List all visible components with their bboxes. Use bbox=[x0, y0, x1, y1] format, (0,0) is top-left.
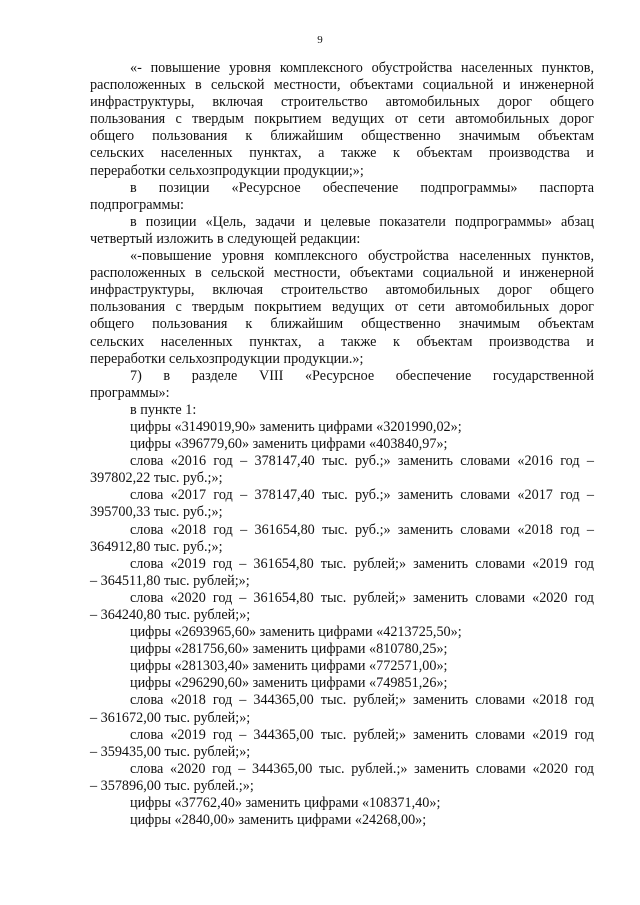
document-body bbox=[90, 60, 594, 829]
paragraph bbox=[90, 590, 594, 624]
paragraph-line: сельских населенных пунктах, а также к объектам производства и bbox=[90, 333, 594, 350]
paragraph-line: «- повышение уровня комплексного обустройства населенных пунктов, bbox=[130, 60, 594, 76]
paragraph-line: – 364511,80 тыс. рублей;»; bbox=[90, 572, 250, 589]
paragraph bbox=[90, 692, 594, 726]
paragraph bbox=[90, 556, 594, 590]
paragraph bbox=[90, 180, 594, 214]
paragraph bbox=[90, 419, 594, 436]
paragraph-line: слова «2020 год – 361654,80 тыс. рублей;» заменить словами «2020 год bbox=[130, 589, 594, 606]
paragraph bbox=[90, 487, 594, 521]
paragraph bbox=[90, 658, 594, 675]
paragraph-line: пользования с твердым покрытием ведущих от сети автомобильных дорог bbox=[90, 111, 594, 128]
paragraph-line: расположенных в сельской местности, объектами социальной и инженерной bbox=[90, 77, 594, 94]
paragraph-line: цифры «2840,00» заменить цифрами «24268,00»; bbox=[130, 812, 427, 829]
paragraph-line: цифры «281303,40» заменить цифрами «772571,00»; bbox=[130, 658, 448, 675]
paragraph bbox=[90, 795, 594, 812]
paragraph-line: 395700,33 тыс. руб.;»; bbox=[90, 504, 223, 521]
paragraph-line: инфраструктуры, включая строительство автомобильных дорог общего bbox=[90, 94, 594, 111]
paragraph-line: 397802,22 тыс. руб.;»; bbox=[90, 470, 223, 487]
paragraph bbox=[90, 368, 594, 402]
paragraph-line: – 357896,00 тыс. рублей.;»; bbox=[90, 777, 254, 794]
paragraph-line: слова «2017 год – 378147,40 тыс. руб.;» заменить словами «2017 год – bbox=[130, 487, 594, 504]
paragraph bbox=[90, 522, 594, 556]
paragraph-line: цифры «37762,40» заменить цифрами «108371,40»; bbox=[130, 795, 441, 812]
paragraph-line: подпрограммы: bbox=[90, 196, 184, 213]
paragraph bbox=[90, 641, 594, 658]
paragraph-line: программы»: bbox=[90, 384, 170, 401]
paragraph-line: общего пользования к ближайшим общественно значимым объектам bbox=[90, 316, 594, 333]
paragraph-line: инфраструктуры, включая строительство автомобильных дорог общего bbox=[90, 282, 594, 299]
paragraph bbox=[90, 761, 594, 795]
paragraph-line: переработки сельхозпродукции продукции.»; bbox=[90, 350, 364, 367]
paragraph-line: цифры «396779,60» заменить цифрами «403840,97»; bbox=[130, 436, 448, 453]
paragraph-line: в пункте 1: bbox=[130, 401, 197, 418]
paragraph-line: четвертый изложить в следующей редакции: bbox=[90, 230, 361, 247]
paragraph-line: цифры «2693965,60» заменить цифрами «4213725,50»; bbox=[130, 624, 462, 641]
paragraph-line: общего пользования к ближайшим общественно значимым объектам bbox=[90, 128, 594, 145]
paragraph-line: расположенных в сельской местности, объектами социальной и инженерной bbox=[90, 265, 594, 282]
paragraph-line: слова «2018 год – 361654,80 тыс. руб.;» заменить словами «2018 год – bbox=[130, 521, 594, 538]
paragraph bbox=[90, 727, 594, 761]
paragraph-line: в позиции «Цель, задачи и целевые показатели подпрограммы» абзац bbox=[130, 213, 594, 230]
paragraph-line: цифры «281756,60» заменить цифрами «810780,25»; bbox=[130, 641, 448, 658]
paragraph-line: слова «2019 год – 344365,00 тыс. рублей;» заменить словами «2019 год bbox=[130, 726, 594, 743]
paragraph-line: 364912,80 тыс. руб.;»; bbox=[90, 538, 223, 555]
paragraph-line: пользования с твердым покрытием ведущих от сети автомобильных дорог bbox=[90, 299, 594, 316]
paragraph-line: цифры «296290,60» заменить цифрами «749851,26»; bbox=[130, 675, 448, 692]
page-number: 9 bbox=[317, 34, 323, 46]
paragraph bbox=[90, 402, 594, 419]
paragraph-line: сельских населенных пунктах, а также к объектам производства и bbox=[90, 145, 594, 162]
paragraph-line: – 361672,00 тыс. рублей;»; bbox=[90, 709, 251, 726]
paragraph-line: в позиции «Ресурсное обеспечение подпрограммы» паспорта bbox=[130, 179, 594, 196]
paragraph bbox=[90, 60, 594, 180]
paragraph-line: слова «2018 год – 344365,00 тыс. рублей;» заменить словами «2018 год bbox=[130, 692, 594, 709]
paragraph bbox=[90, 675, 594, 692]
paragraph bbox=[90, 453, 594, 487]
paragraph bbox=[90, 436, 594, 453]
paragraph bbox=[90, 624, 594, 641]
paragraph-line: 7) в разделе VIII «Ресурсное обеспечение государственной bbox=[130, 367, 594, 384]
paragraph bbox=[90, 248, 594, 368]
paragraph-line: переработки сельхозпродукции продукции;»; bbox=[90, 162, 364, 179]
paragraph bbox=[90, 214, 594, 248]
paragraph-line: – 364240,80 тыс. рублей;»; bbox=[90, 607, 251, 623]
paragraph-line: – 359435,00 тыс. рублей;»; bbox=[90, 743, 251, 760]
paragraph bbox=[90, 812, 594, 829]
paragraph-line: «-повышение уровня комплексного обустройства населенных пунктов, bbox=[130, 248, 594, 265]
paragraph-line: слова «2019 год – 361654,80 тыс. рублей;» заменить словами «2019 год bbox=[130, 555, 594, 572]
paragraph-line: цифры «3149019,90» заменить цифрами «3201990,02»; bbox=[130, 418, 462, 435]
paragraph-line: слова «2016 год – 378147,40 тыс. руб.;» заменить словами «2016 год – bbox=[130, 453, 594, 470]
paragraph-line: слова «2020 год – 344365,00 тыс. рублей.;» заменить словами «2020 год bbox=[130, 760, 594, 777]
